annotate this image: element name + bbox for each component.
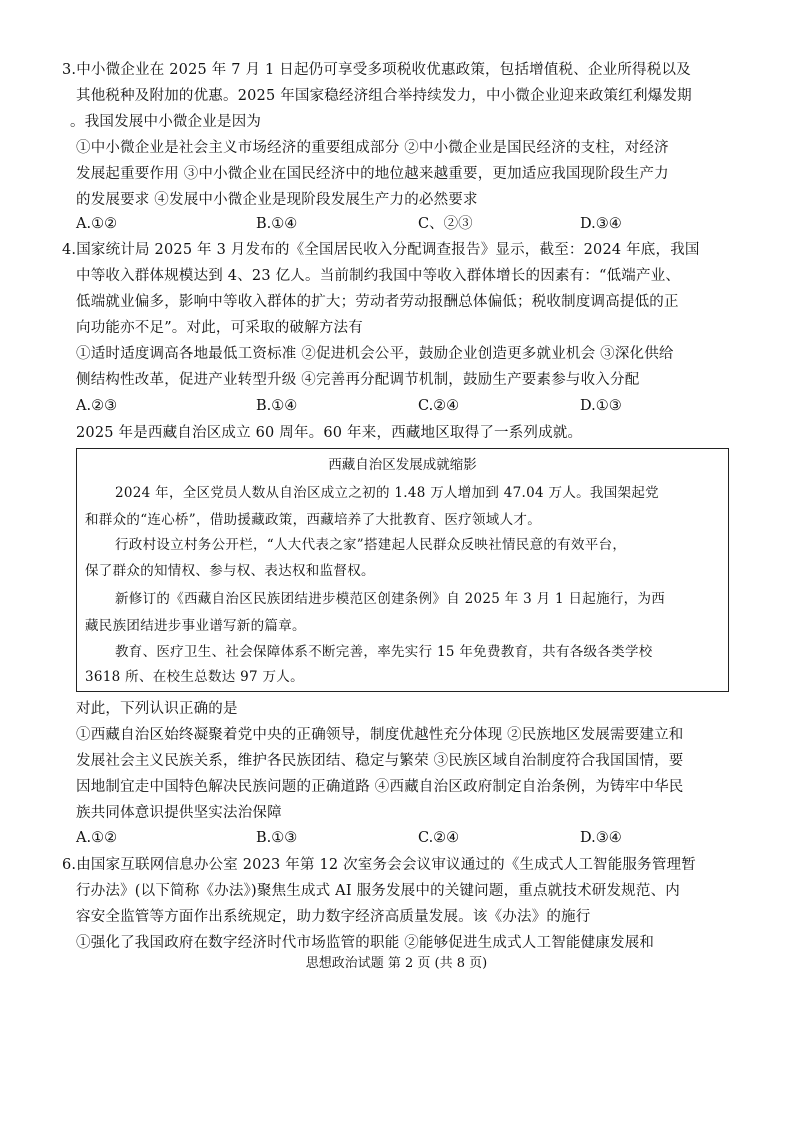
q6-line-4: ①强化了我国政府在数字经济时代市场监管的职能 ②能够促进生成式人工智能健康发展和 (76, 935, 655, 951)
q3-option-b: B.①④ (256, 216, 298, 232)
q4-option-c: C.②④ (418, 398, 460, 414)
q5-option-b: B.①③ (256, 830, 298, 846)
q5-line-1: 对此，下列认识正确的是 (76, 701, 238, 717)
q3-line-6: 的发展要求 ④发展中小微企业是现阶段发展生产力的必然要求 (76, 192, 478, 208)
page-footer: 思想政治试题 第 2 页 (共 8 页) (305, 956, 488, 971)
q3-line-3: 。我国发展中小微企业是因为 (70, 114, 262, 130)
q4-option-d: D.①③ (580, 398, 622, 414)
q3-option-c: C、②③ (418, 216, 473, 232)
q5-line-3: 发展社会主义民族关系，维护各民族团结、稳定与繁荣 ③民族区域自治制度符合我国国情，要 (76, 753, 684, 769)
q4-line-4: 向功能亦不足”。对此，可采取的破解方法有 (76, 320, 363, 336)
material-line-3: 行政村设立村务公开栏，“人大代表之家”搭建起人民群众反映社情民意的有效平台， (115, 537, 627, 553)
q3-option-a: A.①② (76, 216, 118, 232)
q6-line-1: 6.由国家互联网信息办公室 2023 年第 12 次室务会会议审议通过的《生成式人工智能服务管理暂 (62, 857, 696, 873)
material-line-5: 新修订的《西藏自治区民族团结进步模范区创建条例》自 2025 年 3 月 1 日起施行，为西 (115, 591, 666, 607)
q5-line-2: ①西藏自治区始终凝聚着党中央的正确领导，制度优越性充分体现 ②民族地区发展需要建立和 (76, 727, 684, 743)
q6-line-2: 行办法》(以下简称《办法》)聚焦生成式 AI 服务发展中的关键问题，重点就技术研发规范、内 (76, 883, 680, 899)
q4-line-3: 低端就业偏多，影响中等收入群体的扩大；劳动者劳动报酬总体偏低；税收制度调高提低的正 (76, 294, 679, 310)
material-line-2: 和群众的“连心桥”，借助援藏政策，西藏培养了大批教育、医疗领域人才。 (85, 512, 542, 528)
q4-line-1: 4.国家统计局 2025 年 3 月发布的《全国居民收入分配调查报告》显示，截至：2024 年底，我国 (62, 242, 700, 258)
q3-line-4: ①中小微企业是社会主义市场经济的重要组成部分 ②中小微企业是国民经济的支柱，对经济 (76, 140, 669, 156)
q4-option-b: B.①④ (256, 398, 298, 414)
q5-option-d: D.③④ (580, 830, 622, 846)
q4-option-a: A.②③ (76, 398, 118, 414)
q5-line-4: 因地制宜走中国特色解决民族问题的正确道路 ④西藏自治区政府制定自治条例，为铸牢中华民 (76, 779, 684, 795)
q3-option-d: D.③④ (580, 216, 622, 232)
material-line-4: 保了群众的知情权、参与权、表达权和监督权。 (85, 563, 375, 579)
q5-line-5: 族共同体意识提供坚实法治保障 (76, 805, 282, 821)
material-line-1: 2024 年，全区党员人数从自治区成立之初的 1.48 万人增加到 47.04 万人。我国架起党 (115, 485, 659, 501)
q5-option-c: C.②④ (418, 830, 460, 846)
q3-line-2: 其他税种及附加的优惠。2025 年国家稳经济组合举持续发力，中小微企业迎来政策红利爆发期 (76, 88, 692, 104)
q4-line-2: 中等收入群体规模达到 4、23 亿人。当前制约我国中等收入群体增长的因素有：“低端产业、 (76, 268, 681, 284)
q3-line-1: 3.中小微企业在 2025 年 7 月 1 日起仍可享受多项税收优惠政策，包括增值税、企业所得税以及 (62, 62, 691, 78)
material-line-6: 藏民族团结进步事业谱写新的篇章。 (85, 618, 306, 634)
q5-intro: 2025 年是西藏自治区成立 60 周年。60 年来，西藏地区取得了一系列成就。 (76, 425, 583, 441)
q6-line-3: 容安全监管等方面作出系统规定，助力数字经济高质量发展。该《办法》的施行 (76, 909, 591, 925)
q4-line-5: ①适时适度调高各地最低工资标准 ②促进机会公平，鼓励企业创造更多就业机会 ③深化供给 (76, 346, 674, 362)
q5-option-a: A.①② (76, 830, 118, 846)
q3-line-5: 发展起重要作用 ③中小微企业在国民经济中的地位越来越重要，更加适应我国现阶段生产力 (76, 166, 669, 182)
material-box (76, 448, 729, 692)
material-line-8: 3618 所、在校生总数达 97 万人。 (85, 669, 304, 685)
q4-line-6: 侧结构性改革，促进产业转型升级 ④完善再分配调节机制，鼓励生产要素参与收入分配 (76, 372, 640, 388)
material-box-title: 西藏自治区发展成就缩影 (328, 457, 477, 473)
material-line-7: 教育、医疗卫生、社会保障体系不断完善，率先实行 15 年免费教育，共有各级各类学校 (115, 644, 653, 660)
